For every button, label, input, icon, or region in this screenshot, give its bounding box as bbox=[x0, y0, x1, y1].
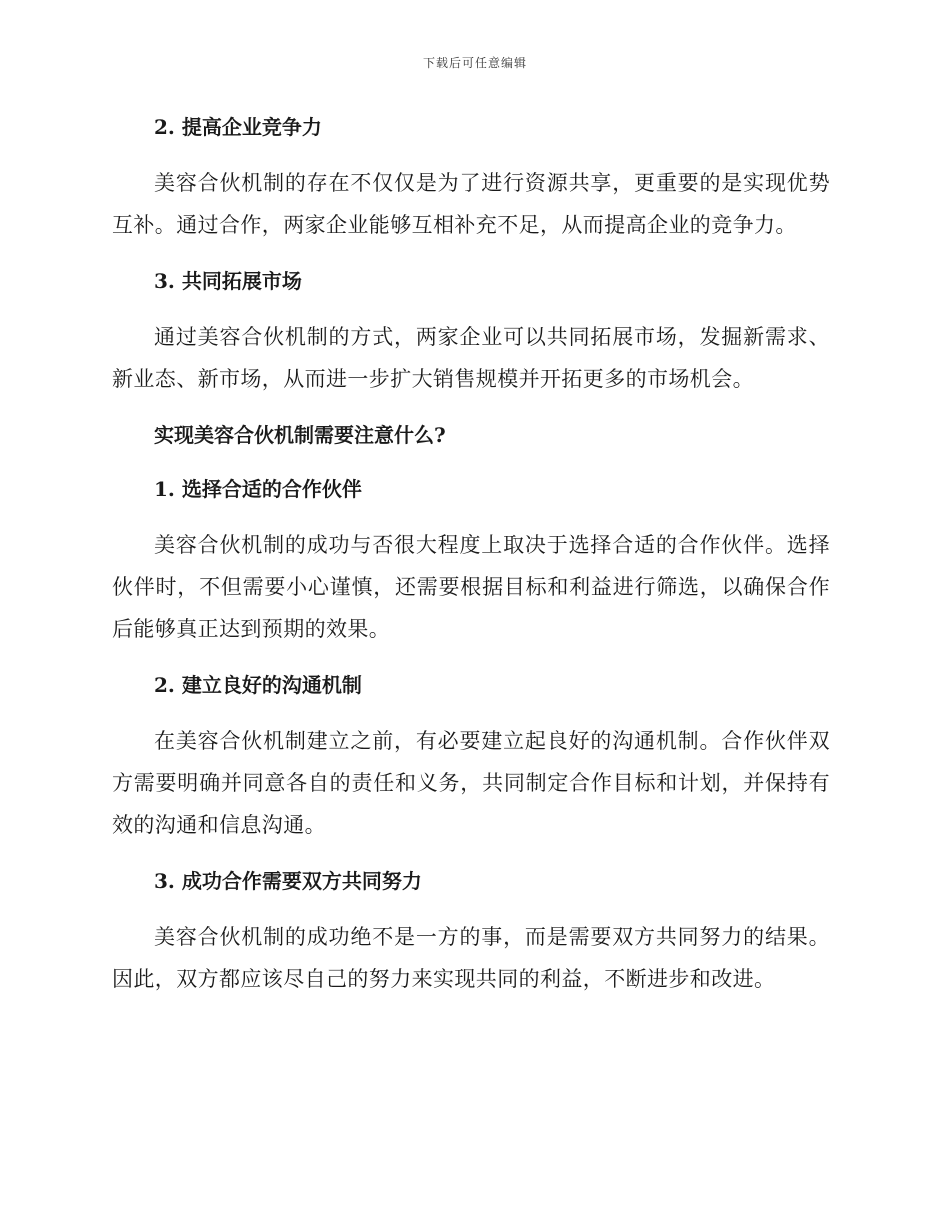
document-body bbox=[112, 108, 830, 1016]
section-paragraph-competitiveness: 美容合伙机制的存在不仅仅是为了进行资源共享，更重要的是实现优势互补。通过合作，两家企业能够互相补充不足，从而提高企业的竞争力。 bbox=[112, 171, 830, 237]
section-paragraph-joint-effort: 美容合伙机制的成功绝不是一方的事，而是需要双方共同努力的结果。因此，双方都应该尽自己的努力来实现共同的利益，不断进步和改进。 bbox=[112, 925, 830, 991]
section-heading-competitiveness: 2. 提高企业竞争力 bbox=[154, 115, 322, 139]
section-heading-choose-partner: 1. 选择合适的合作伙伴 bbox=[154, 477, 362, 501]
section-paragraph-expand-market: 通过美容合伙机制的方式，两家企业可以共同拓展市场，发掘新需求、新业态、新市场，从而进一步扩大销售规模并开拓更多的市场机会。 bbox=[112, 325, 830, 391]
header-note: 下载后可任意编辑 bbox=[422, 56, 527, 70]
section-heading-expand-market: 3. 共同拓展市场 bbox=[154, 269, 302, 293]
section-paragraph-communication: 在美容合伙机制建立之前，有必要建立起良好的沟通机制。合作伙伴双方需要明确并同意各自的责任和义务，共同制定合作目标和计划，并保持有效的沟通和信息沟通。 bbox=[112, 729, 830, 837]
section-paragraph-choose-partner: 美容合伙机制的成功与否很大程度上取决于选择合适的合作伙伴。选择伙伴时，不但需要小心谨慎，还需要根据目标和利益进行筛选，以确保合作后能够真正达到预期的效果。 bbox=[112, 533, 830, 641]
section-heading-joint-effort: 3. 成功合作需要双方共同努力 bbox=[154, 869, 422, 893]
section-heading-communication: 2. 建立良好的沟通机制 bbox=[154, 673, 362, 697]
section-heading-what-to-note: 实现美容合伙机制需要注意什么? bbox=[154, 423, 446, 447]
